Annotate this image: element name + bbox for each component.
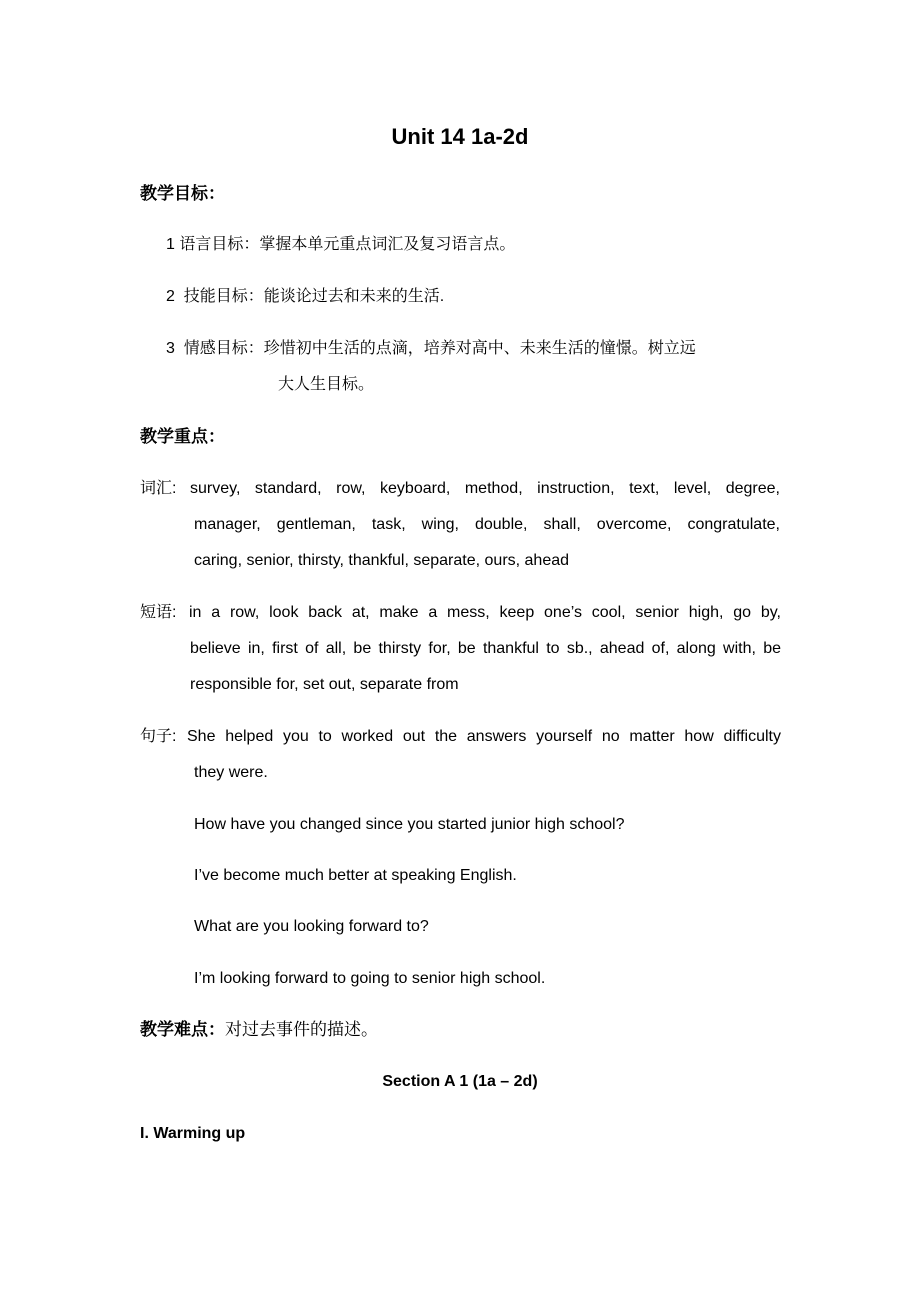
sentence-label: 句子: — [140, 728, 177, 745]
warming-up-heading: I. Warming up — [140, 1125, 246, 1142]
objective-text: 情感目标：珍惜初中生活的点滴，培养对高中、未来生活的憧憬。树立远 — [183, 340, 696, 357]
objective-text: 语言目标：掌握本单元重点词汇及复习语言点。 — [179, 236, 516, 253]
objective-item-3 — [166, 337, 696, 361]
example-sentence: How have you changed since you started junior high school? — [194, 816, 625, 833]
vocab-line: manager, gentleman, task, wing, double, shall, overcome, congratulate, — [194, 516, 780, 533]
difficulty-text: 对过去事件的描述。 — [225, 1020, 378, 1039]
sentence-line: they were. — [194, 764, 268, 781]
objective-item-1 — [166, 233, 515, 257]
phrase-line: responsible for, set out, separate from — [190, 676, 459, 693]
sentence-line: She helped you to worked out the answers yourself no matter how difficulty — [187, 728, 781, 745]
example-sentence: I’ve become much better at speaking English. — [194, 867, 517, 884]
objective-number: 3 — [166, 340, 175, 357]
phrase-label: 短语: — [140, 604, 177, 621]
key-points-heading: 教学重点： — [140, 427, 225, 446]
objective-number: 2 — [166, 288, 175, 305]
objective-text: 技能目标：能谈论过去和未来的生活. — [183, 288, 445, 305]
objective-item-2 — [166, 285, 444, 309]
phrase-line: believe in, first of all, be thirsty for, be thankful to sb., ahead of, along with, be — [190, 640, 781, 657]
page-title: Unit 14 1a-2d — [391, 124, 529, 149]
objective-number: 1 — [166, 236, 175, 253]
difficulty-heading: 教学难点： — [140, 1020, 225, 1039]
example-sentence: What are you looking forward to? — [194, 918, 429, 935]
example-sentence: I’m looking forward to going to senior high school. — [194, 970, 546, 987]
phrase-line: in a row, look back at, make a mess, keep one’s cool, senior high, go by, — [189, 604, 781, 621]
vocab-label: 词汇: — [140, 480, 177, 497]
section-title: Section A 1 (1a – 2d) — [382, 1073, 538, 1090]
difficulty-row — [140, 1018, 378, 1042]
objectives-heading: 教学目标： — [140, 184, 225, 203]
objective-continuation: 大人生目标。 — [278, 376, 375, 393]
vocab-line: survey, standard, row, keyboard, method, instruction, text, level, degree, — [190, 480, 780, 497]
vocab-line: caring, senior, thirsty, thankful, separate, ours, ahead — [194, 552, 570, 569]
